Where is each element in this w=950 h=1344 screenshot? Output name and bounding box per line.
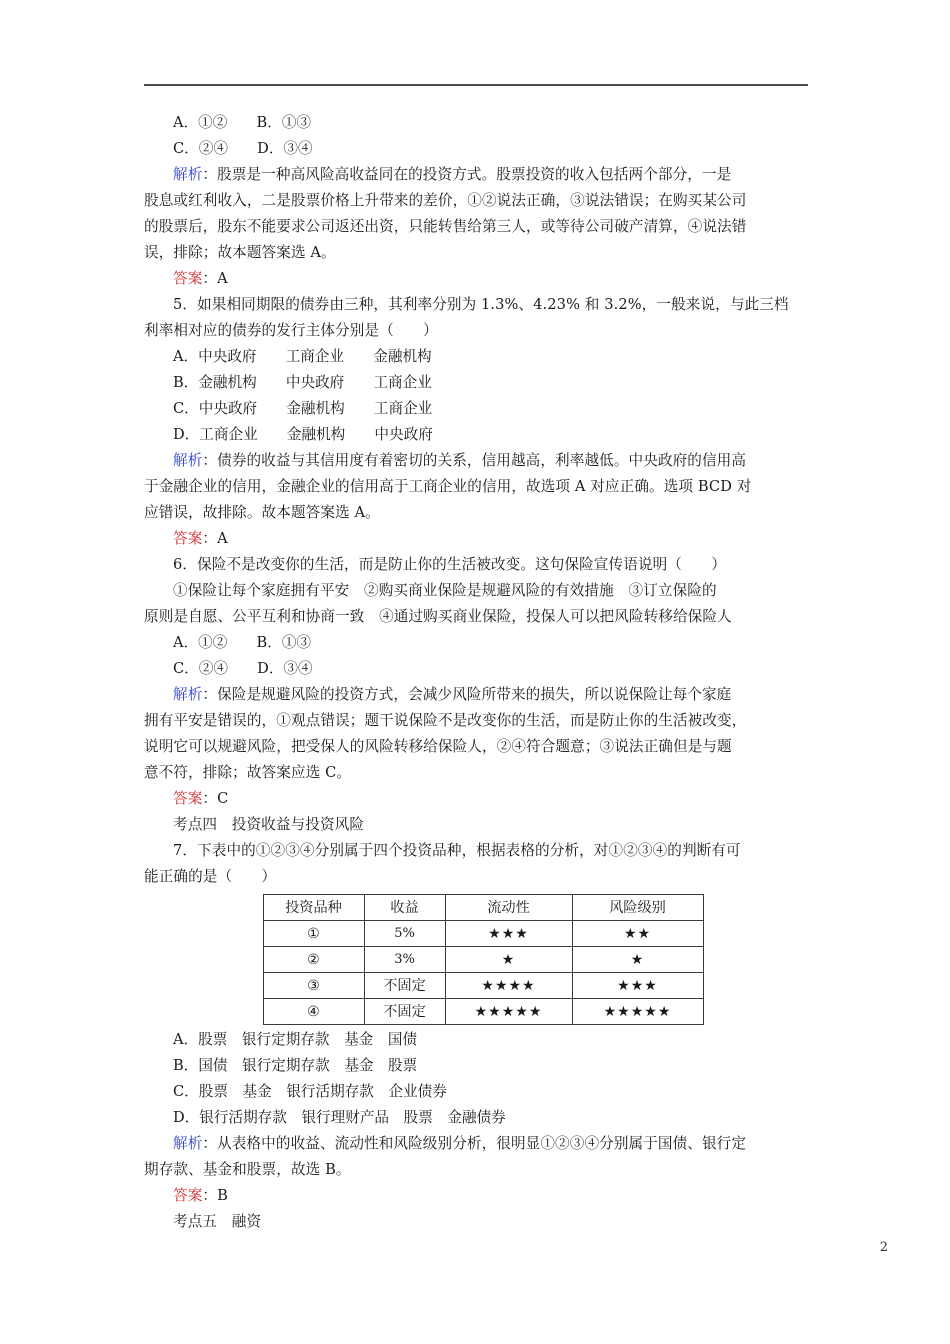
q5-option-c: C．中央政府 金融机构 工商企业 xyxy=(173,400,433,417)
q7-option-d: D．银行活期存款 银行理财产品 股票 金融债券 xyxy=(173,1109,506,1126)
q4-analysis-line-1 xyxy=(144,162,814,188)
q4-answer xyxy=(144,266,814,292)
q6-analysis-line-1 xyxy=(144,682,814,708)
q7-analysis-line-2: 期存款、基金和股票，故选 B。 xyxy=(144,1161,351,1178)
page-number: 2 xyxy=(879,1240,888,1255)
q6-analysis-line-4: 意不符，排除；故答案应选 C。 xyxy=(144,764,352,781)
q7-analysis-line-1 xyxy=(144,1131,814,1157)
table-cell-liquidity: ★ xyxy=(445,947,572,973)
table-header-cell: 流动性 xyxy=(445,895,572,921)
table-header-cell: 投资品种 xyxy=(263,895,364,921)
q7-stem-line-2: 能正确的是（ ） xyxy=(144,868,277,885)
answer-label: 答案 xyxy=(173,530,203,547)
q5-analysis-line-1 xyxy=(144,448,814,474)
table-header-cell: 收益 xyxy=(364,895,445,921)
q4-option-row-1: A．①② B．①③ xyxy=(173,114,312,131)
q6-option-row-1: A．①② B．①③ xyxy=(173,634,312,651)
table-cell-item: ③ xyxy=(263,973,364,999)
table-cell-yield: 不固定 xyxy=(364,999,445,1025)
page-content xyxy=(144,110,814,1235)
analysis-colon: ： xyxy=(202,1135,218,1152)
answer-value: A xyxy=(217,270,228,287)
kaodian-four-heading: 考点四 投资收益与投资风险 xyxy=(173,816,365,833)
q6-analysis-line-3: 说明它可以规避风险，把受保人的风险转移给保险人，②④符合题意；③说法正确但是与题 xyxy=(144,738,732,755)
q5-option-d: D．工商企业 金融机构 中央政府 xyxy=(173,426,433,443)
header-rule xyxy=(144,84,808,86)
q6-analysis-line-2: 拥有平安是错误的，①观点错误；题干说保险不是改变你的生活，而是防止你的生活被改变， xyxy=(144,712,747,729)
analysis-label: 解析 xyxy=(173,452,203,469)
analysis-label: 解析 xyxy=(173,1135,203,1152)
q4-analysis-line-4: 误，排除；故本题答案选 A。 xyxy=(144,244,336,261)
table-header-row xyxy=(263,895,703,921)
table-cell-risk: ★★★★★ xyxy=(572,999,703,1025)
q4-analysis-line-3: 的股票后，股东不能要求公司返还出资，只能转售给第三人，或等待公司破产清算，④说法错 xyxy=(144,218,747,235)
q6-option-row-2: C．②④ D．③④ xyxy=(173,660,313,677)
answer-value: A xyxy=(217,530,228,547)
answer-colon: ： xyxy=(202,270,218,287)
analysis-colon: ： xyxy=(202,452,218,469)
q7-stem-line-1: 7．下表中的①②③④分别属于四个投资品种，根据表格的分析，对①②③④的判断有可 xyxy=(173,842,741,859)
table-cell-risk: ★★ xyxy=(572,921,703,947)
q6-items-line-1: ①保险让每个家庭拥有平安 ②购买商业保险是规避风险的有效措施 ③订立保险的 xyxy=(173,582,717,599)
analysis-label: 解析 xyxy=(173,166,203,183)
q6-answer xyxy=(144,786,814,812)
table-cell-item: ① xyxy=(263,921,364,947)
table-row xyxy=(263,921,703,947)
table-cell-item: ② xyxy=(263,947,364,973)
q5-stem-line-2: 利率相对应的债券的发行主体分别是（ ） xyxy=(144,322,438,339)
table-cell-risk: ★ xyxy=(572,947,703,973)
q7-option-a: A．股票 银行定期存款 基金 国债 xyxy=(173,1031,418,1048)
q5-answer xyxy=(144,526,814,552)
answer-label: 答案 xyxy=(173,1187,203,1204)
q5-option-b: B．金融机构 中央政府 工商企业 xyxy=(173,374,432,391)
table-cell-liquidity: ★★★ xyxy=(445,921,572,947)
q7-option-b: B．国债 银行定期存款 基金 股票 xyxy=(173,1057,418,1074)
q5-analysis-line-3: 应错误，故排除。故本题答案选 A。 xyxy=(144,504,380,521)
analysis-text: 保险是规避风险的投资方式，会减少风险所带来的损失，所以说保险让每个家庭 xyxy=(217,686,732,703)
investment-table-wrapper xyxy=(144,894,814,1025)
answer-value: B xyxy=(217,1187,228,1204)
analysis-text: 股票是一种高风险高收益同在的投资方式。股票投资的收入包括两个部分，一是 xyxy=(217,166,732,183)
table-cell-item: ④ xyxy=(263,999,364,1025)
analysis-text: 债券的收益与其信用度有着密切的关系，信用越高，利率越低。中央政府的信用高 xyxy=(217,452,747,469)
table-header-cell: 风险级别 xyxy=(572,895,703,921)
answer-colon: ： xyxy=(202,790,218,807)
table-cell-liquidity: ★★★★ xyxy=(445,973,572,999)
analysis-colon: ： xyxy=(202,686,218,703)
investment-table xyxy=(263,894,704,1025)
table-cell-yield: 不固定 xyxy=(364,973,445,999)
q7-answer xyxy=(144,1183,814,1209)
q5-analysis-line-2: 于金融企业的信用，金融企业的信用高于工商企业的信用，故选项 A 对应正确。选项 BCD 对 xyxy=(144,478,752,495)
answer-label: 答案 xyxy=(173,270,203,287)
q6-stem: 6．保险不是改变你的生活，而是防止你的生活被改变。这句保险宣传语说明（ ） xyxy=(173,556,727,573)
q4-analysis-line-2: 股息或红利收入，二是股票价格上升带来的差价，①②说法正确，③说法错误；在购买某公司 xyxy=(144,192,747,209)
q5-option-a: A．中央政府 工商企业 金融机构 xyxy=(173,348,432,365)
table-cell-yield: 5% xyxy=(364,921,445,947)
q7-option-c: C．股票 基金 银行活期存款 企业债券 xyxy=(173,1083,447,1100)
q4-option-row-2: C．②④ D．③④ xyxy=(173,140,313,157)
table-row xyxy=(263,947,703,973)
q6-items-line-2: 原则是自愿、公平互利和协商一致 ④通过购买商业保险，投保人可以把风险转移给保险人 xyxy=(144,608,732,625)
table-cell-liquidity: ★★★★★ xyxy=(445,999,572,1025)
analysis-colon: ： xyxy=(202,166,218,183)
analysis-text: 从表格中的收益、流动性和风险级别分析，很明显①②③④分别属于国债、银行定 xyxy=(217,1135,747,1152)
table-row xyxy=(263,999,703,1025)
answer-value: C xyxy=(217,790,229,807)
kaodian-five-heading: 考点五 融资 xyxy=(173,1213,262,1230)
table-cell-yield: 3% xyxy=(364,947,445,973)
analysis-label: 解析 xyxy=(173,686,203,703)
table-cell-risk: ★★★ xyxy=(572,973,703,999)
q5-stem-line-1: 5．如果相同期限的债券由三种，其利率分别为 1.3%、4.23% 和 3.2%，一般来说，与此三档 xyxy=(173,296,789,313)
table-row xyxy=(263,973,703,999)
answer-colon: ： xyxy=(202,530,218,547)
answer-colon: ： xyxy=(202,1187,218,1204)
answer-label: 答案 xyxy=(173,790,203,807)
